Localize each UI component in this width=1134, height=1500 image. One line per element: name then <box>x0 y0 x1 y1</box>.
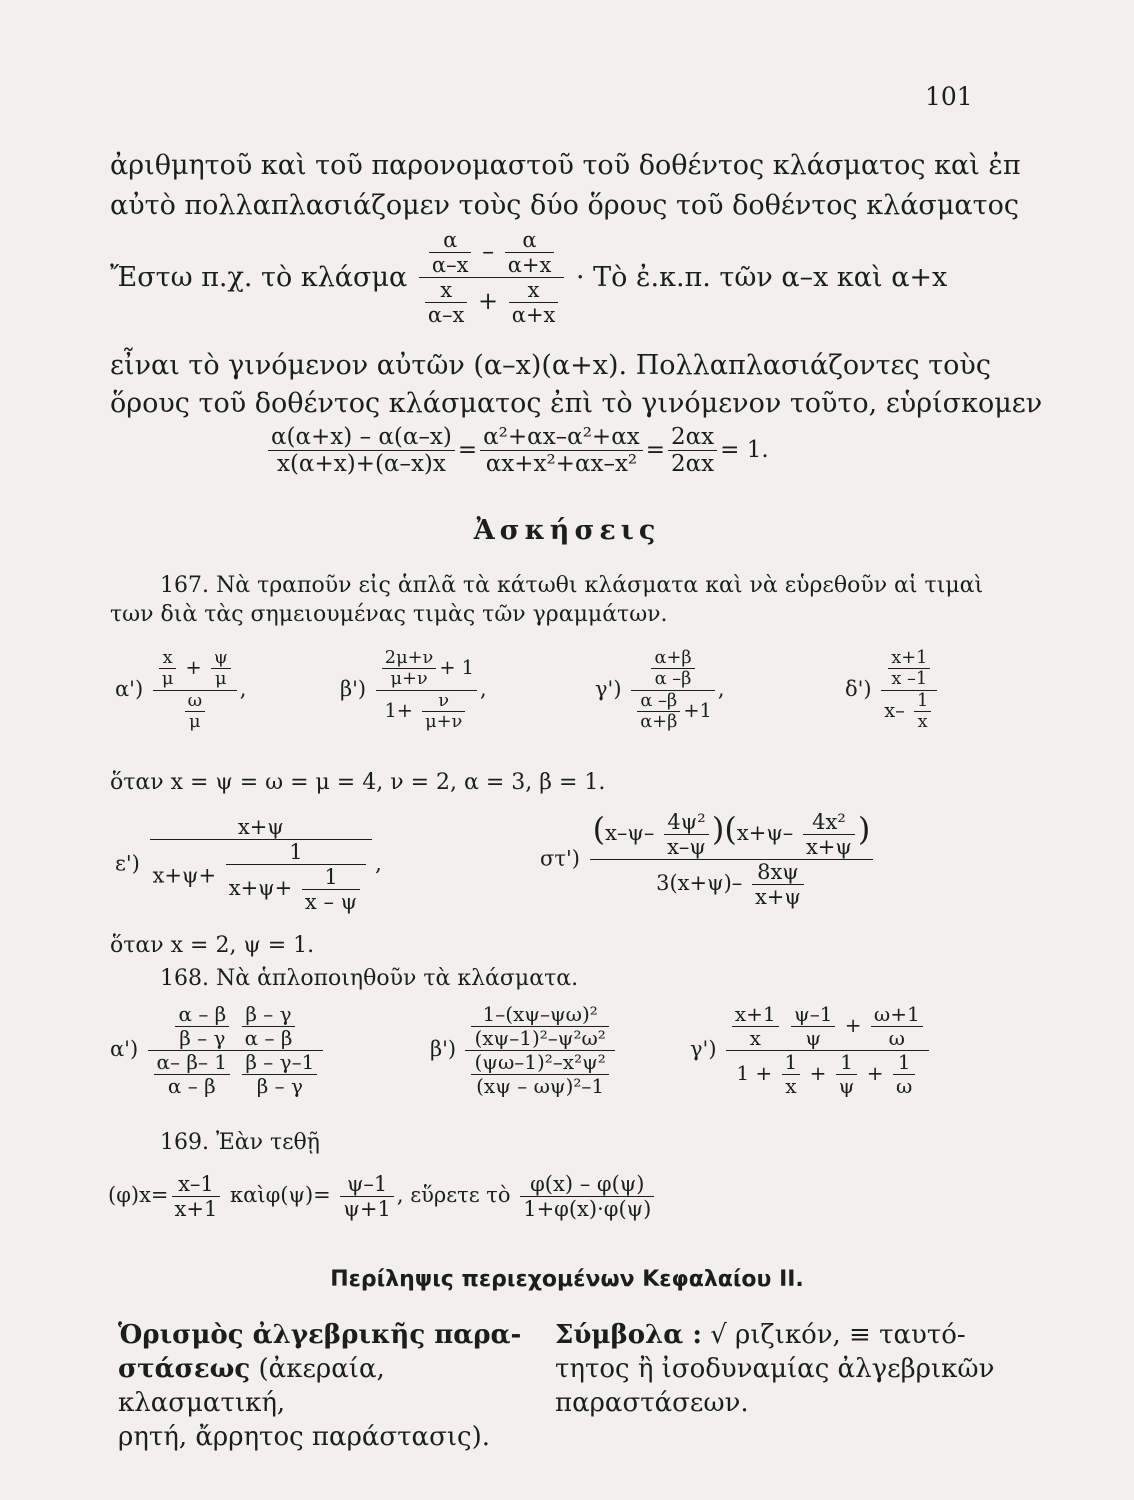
ex167-line-2: των διὰ τὰς σημειουμένας τιμὰς τῶν γραμμάτων. <box>110 602 668 627</box>
summary-right <box>555 1318 1025 1420</box>
ex168-line: 168. Νὰ ἁπλοποιηθοῦν τὰ κλάσματα. <box>160 966 579 991</box>
ex167-f: στ') (x–ψ– $\frac{\text{4ψ²}}{x-\psi}$ )(x+ψ– $\frac{\text{4x²}}{x+\psi}$ ) 3(x+ψ)– $\frac{8x\psi}{x+\psi}$ <box>540 810 876 910</box>
summary-right-line-1: √ ριζικόν, ≡ ταυτό- <box>701 1320 966 1350</box>
example-suffix: · Τὸ ἐ.κ.π. τῶν α–x καὶ α+x <box>575 262 948 294</box>
ex168-a: α') $\frac{\alpha - \beta}{\beta - \gamma}$ $\frac{\beta - \gamma}{\alpha - \beta}$ $\frac{\alpha- \beta- 1}{\alpha - \beta}$ $\frac{\beta - \gamma-1}{\beta - \gamma}$ <box>110 1003 326 1098</box>
summary-right-line-2: τητος ἢ ἰσοδυναμίας ἀλγεβρικῶν <box>555 1354 995 1384</box>
ex167-condition-2: ὅταν x = 2, ψ = 1. <box>110 933 315 958</box>
summary-left-line-3: ρητή, ἄρρητος παράστασις). <box>118 1422 491 1452</box>
ex167-line-1: 167. Νὰ τραποῦν εἰς ἁπλᾶ τὰ κάτωθι κλάσματα καὶ νὰ εὑρεθοῦν αἱ τιμαὶ <box>160 573 984 598</box>
exercises-heading: Ἀσκήσεις <box>473 515 661 546</box>
ex167-b: β') $\frac{2\mu+\nu}{\mu+\nu}$ + 1 1+ $\frac{\nu}{\mu+\nu}$ , <box>340 648 487 733</box>
intro-line-4: εἶναι τὸ γινόμενον αὐτῶν (α–x)(α+x). Πολλαπλασιάζοντες τοὺς <box>110 350 991 381</box>
ex169-kai: καὶ <box>230 1183 266 1208</box>
summary-right-bold: Σύμβολα : <box>555 1320 702 1350</box>
example-prefix: Ἔστω π.χ. τὸ κλάσμα <box>110 262 408 294</box>
intro-line-2: αὐτὸ πολλαπλασιάζομεν τοὺς δύο ὅρους τοῦ δοθέντος κλάσματος <box>110 190 1019 221</box>
summary-right-line-3: παραστάσεων. <box>555 1388 749 1418</box>
ex169-formulas: (φ)x= $\frac{x-1}{x+1}$ καὶφ(ψ)= $\frac{\psi-1}{\psi+1}$ , εὕρετε τὸ $\frac{\varphi(x) - \varphi(\psi)}{1+\varphi(x)\cdot\varphi(\psi)}$ <box>108 1172 657 1221</box>
ex169-find: , εὕρετε τὸ <box>396 1183 511 1208</box>
intro-line-5: ὅρους τοῦ δοθέντος κλάσματος ἐπὶ τὸ γινόμενον τοῦτο, εὑρίσκομεν <box>110 388 1043 419</box>
intro-line-1: ἀριθμητοῦ καὶ τοῦ παρονομαστοῦ τοῦ δοθέντος κλάσματος καὶ ἐπ <box>110 150 1021 181</box>
ex168-b: β') $\frac{\frac{\text{1–(xψ–ψω)²}}{\text{(xψ–1)²–ψ²ω²}}}{\frac{\text{(ψω–1)²–x²ψ²}}{\text{(xψ – ωψ)²–1}}}$ <box>430 1003 618 1098</box>
summary-left <box>118 1318 538 1454</box>
ex167-condition: ὅταν x = ψ = ω = μ = 4, ν = 2, α = 3, β = 1. <box>110 770 606 795</box>
example-fraction: $\frac{\alpha}{\alpha-x}$ – $\frac{\alpha}{\alpha+x}$ $\frac{x}{\alpha-x}$ + $\frac{x}{\alpha+x}$ <box>419 228 565 328</box>
summary-title: Περίληψις περιεχομένων Κεφαλαίου ΙΙ. <box>330 1267 804 1292</box>
summary-left-bold: Ὁρισμὸς ἀλγεβρικῆς παρα- <box>118 1320 522 1350</box>
page-number: 101 <box>925 82 973 111</box>
summary-left-bold-2: στάσεως <box>118 1354 251 1384</box>
ex167-a: α') $\frac{x}{\mu}$ + $\frac{\psi}{\mu}$ $\frac{\omega}{\mu}$ , <box>115 648 247 733</box>
example-line <box>110 228 947 328</box>
ex169-line: 169. Ἐὰν τεθῇ <box>160 1130 320 1155</box>
ex167-e: ε') x+ψ x+ψ+ 1 x+ψ+ $\frac{1}{x - \psi}$ , <box>115 815 382 915</box>
result-equation: $\frac{\alpha(\alpha+x) - \alpha(\alpha-x)}{x(\alpha+x)+(\alpha-x)x}$ = $\frac{\text{α²+αx–α²+αx}}{\text{αx+x²+αx–x²}}$ = $\frac{2\alpha x}{2\alpha x}$ = 1. <box>265 424 769 478</box>
ex168-c: γ') $\frac{x+1}{x}$ $\frac{\psi-1}{\psi}$ + $\frac{\omega+1}{\omega}$ 1 + $\frac{1}{x}$ + $\frac{1}{\psi}$ + $\frac{1}{\omega}$ <box>690 1003 932 1098</box>
ex167-c: γ') $\frac{\alpha+\beta}{\alpha -\beta}$ $\frac{\alpha -\beta}{\alpha+\beta}$ +1 , <box>595 648 725 733</box>
summary-left-rest: (ἀκεραία, κλασματική, <box>118 1354 385 1418</box>
ex167-d: δ') $\frac{x+1}{x -1}$ x– $\frac{1}{x}$ <box>845 648 940 733</box>
